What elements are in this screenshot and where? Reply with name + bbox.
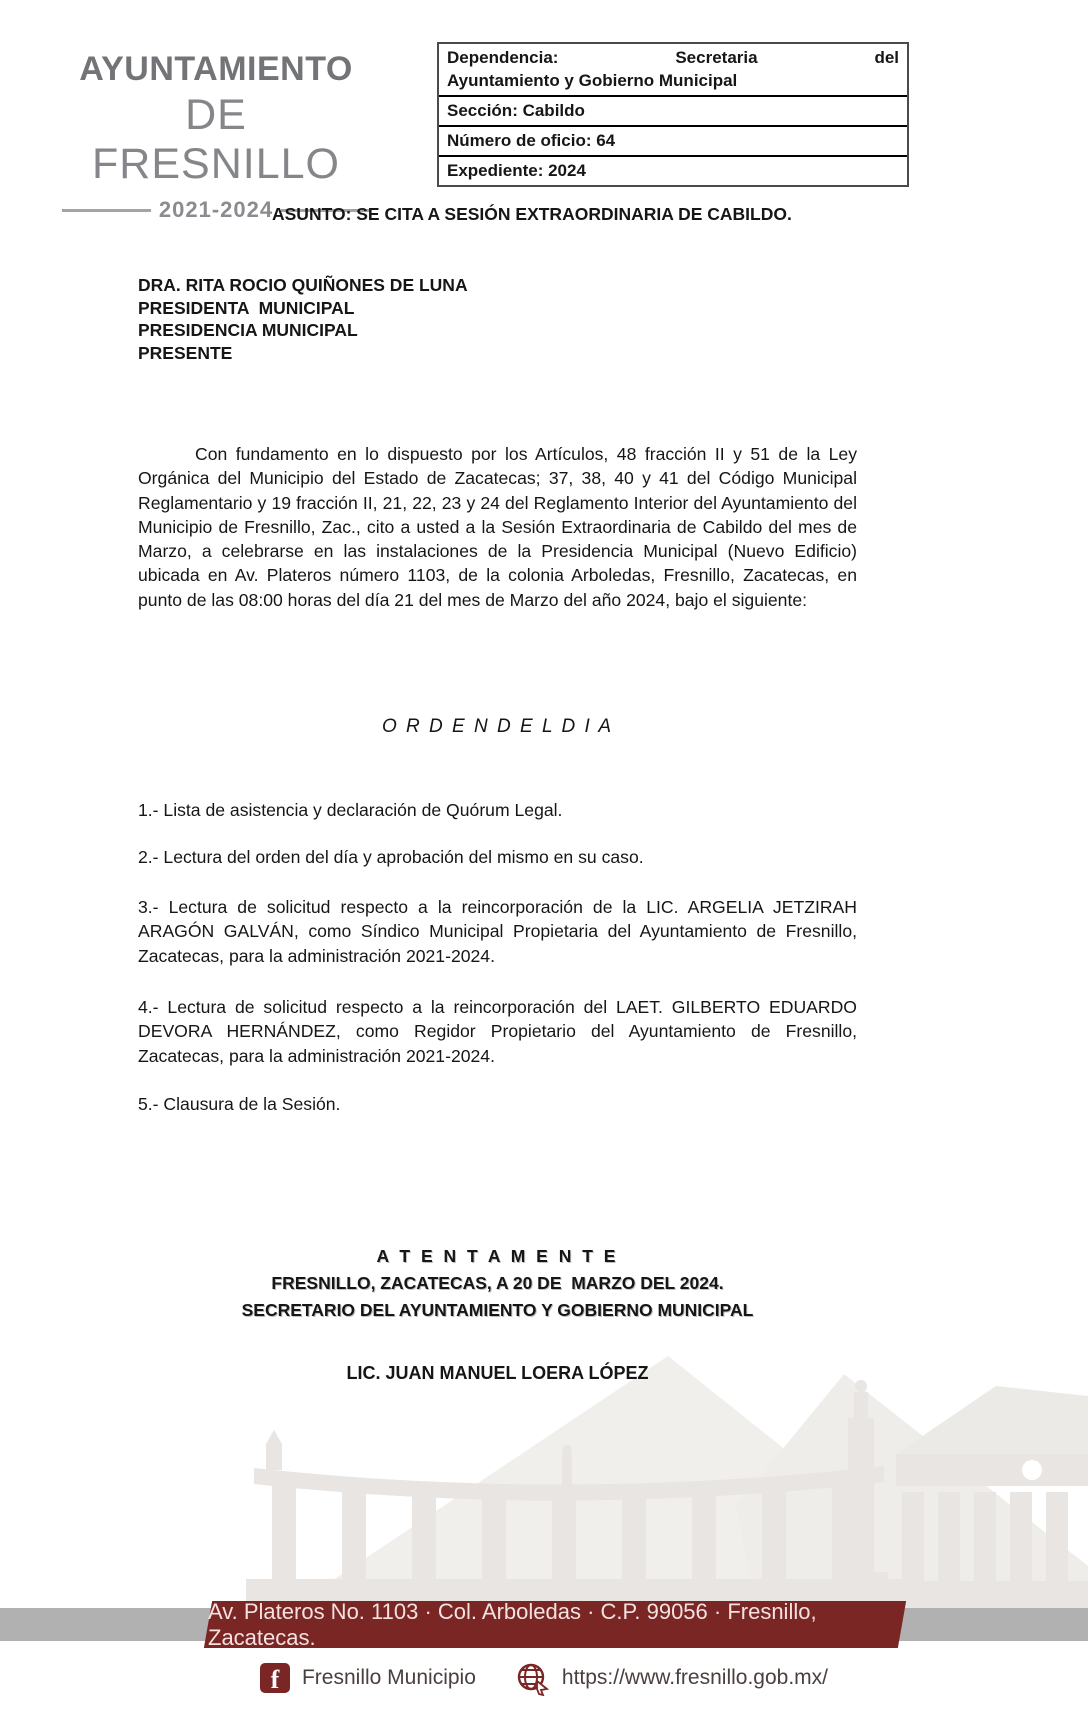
body-paragraph: Con fundamento en lo dispuesto por los Artículos, 48 fracción II y 51 de la Ley Orgánica del Municipio del Estado de Zacatecas; 37, 38, 40 y 41 del Código Municipal Reglamentario y 19 fracción II, 21, 22, 23 y 24 del Reglamento Interior del Ayuntamiento del Municipio de Fresnillo, Zac., cito a usted a la Sesión Extraordinaria de Cabildo del mes de Marzo, a celebrarse en las instalaciones de la Presidencia Municipal (Nuevo Edificio) ubicada en Av. Plateros número 1103, de la colonia Arboledas, Fresnillo, Zacatecas, en punto de las 08:00 horas del día 21 del mes de Marzo del año 2024, bajo el siguiente: <box>138 444 857 610</box>
facebook-label[interactable]: Fresnillo Municipio <box>301 1666 476 1689</box>
closing-place-date: FRESNILLO, ZACATECAS, A 20 DE MARZO DEL 2024. <box>271 1273 724 1293</box>
logo-rule-left <box>62 209 151 212</box>
order-of-day-title: O R D E N D E L D I A <box>382 716 613 737</box>
recipient-block <box>138 274 468 364</box>
website-url[interactable]: https://www.fresnillo.gob.mx/ <box>561 1666 828 1689</box>
reference-row-expediente: Expediente: 2024 <box>447 161 586 180</box>
signature-name: LIC. JUAN MANUEL LOERA LÓPEZ <box>346 1363 649 1383</box>
dependencia-line-2: Ayuntamiento y Gobierno Municipal <box>447 71 738 90</box>
facebook-icon: f <box>260 1663 290 1693</box>
dependencia-line-1 <box>447 46 899 69</box>
recipient-title-2: PRESIDENCIA MUNICIPAL <box>138 320 358 340</box>
subject-line: ASUNTO: SE CITA A SESIÓN EXTRAORDINARIA DE CABILDO. <box>272 204 792 224</box>
agenda-item-3: 3.- Lectura de solicitud respecto a la reincorporación de la LIC. ARGELIA JETZIRAH ARAGÓN GALVÁN, como Síndico Municipal Propietaria del Ayuntamiento de Fresnillo, Zacatecas, para la administración 2021-2024. <box>138 897 857 966</box>
agenda-item-4: 4.- Lectura de solicitud respecto a la reincorporación del LAET. GILBERTO EDUARDO DEVORA HERNÁNDEZ, como Regidor Propietario del Ayuntamiento de Fresnillo, Zacatecas, para la administración 2021-2024. <box>138 997 857 1066</box>
reference-row-seccion: Sección: Cabildo <box>439 97 907 127</box>
website-globe-icon <box>514 1660 550 1696</box>
reference-row-dependencia <box>439 44 907 97</box>
reference-table <box>437 42 909 187</box>
agenda-item-2: 2.- Lectura del orden del día y aprobación del mismo en su caso. <box>138 847 644 867</box>
fresnillo-logo <box>62 50 370 223</box>
dependencia-word-1: Secretaria <box>675 48 758 67</box>
closing-atentamente: A T E N T A M E N T E <box>376 1246 619 1266</box>
logo-line-1: AYUNTAMIENTO <box>79 50 353 88</box>
footer-address-text: Av. Plateros No. 1103 · Col. Arboledas · C.P. 99056 · Fresnillo, Zacatecas. <box>208 1598 817 1650</box>
closing-secretary-title: SECRETARIO DEL AYUNTAMIENTO Y GOBIERNO MUNICIPAL <box>241 1300 754 1320</box>
dependencia-label: Dependencia: <box>447 48 559 67</box>
logo-line-2: DE FRESNILLO <box>92 91 340 188</box>
recipient-title-1: PRESIDENTA MUNICIPAL <box>138 297 355 318</box>
dependencia-word-2: del <box>874 48 899 67</box>
footer-social-row <box>0 1656 1088 1700</box>
recipient-name: DRA. RITA ROCIO QUIÑONES DE LUNA <box>138 275 468 295</box>
agenda-item-1: 1.- Lista de asistencia y declaración de Quórum Legal. <box>138 800 563 820</box>
closing-block <box>138 1243 857 1324</box>
reference-row-numero-oficio: Número de oficio: 64 <box>439 127 907 157</box>
logo-years-label: 2021-2024 <box>158 197 274 222</box>
recipient-present: PRESENTE <box>138 342 233 363</box>
agenda-item-5: 5.- Clausura de la Sesión. <box>138 1094 341 1114</box>
